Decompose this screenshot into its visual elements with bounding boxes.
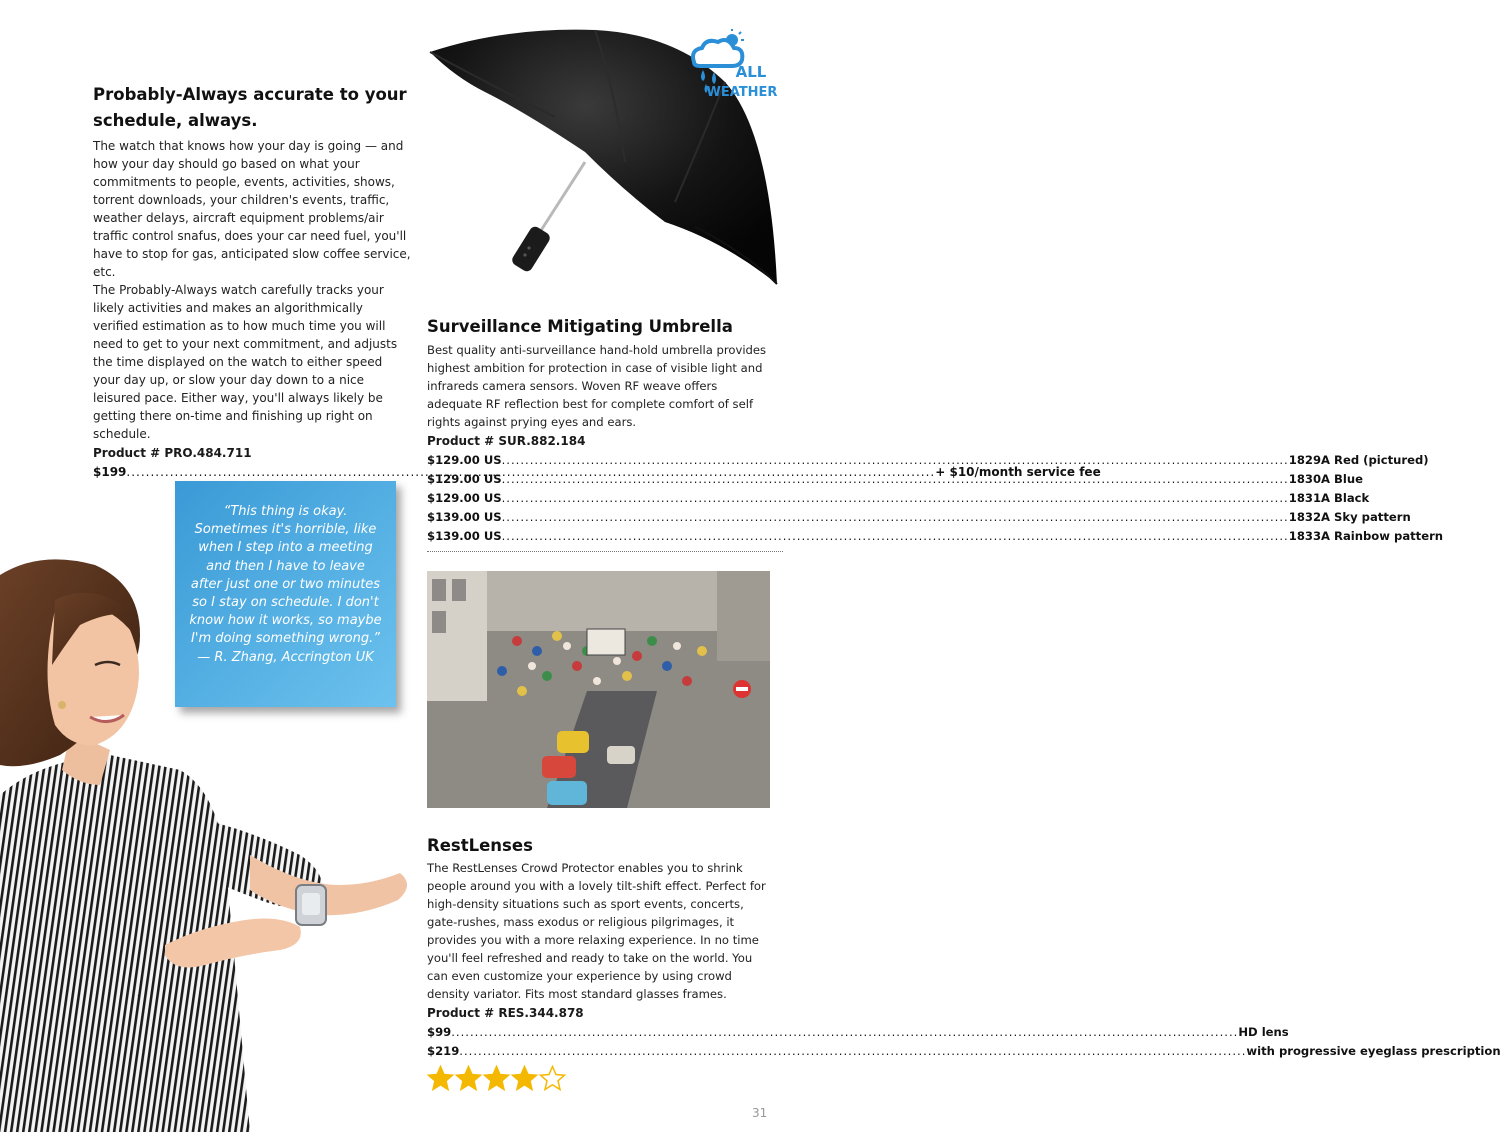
watch-description-2: The Probably-Always watch carefully tracks your likely activities and makes an algorithmically verified estimation as to how much time you will need to get to your next commitment, and adjusts the time displayed on the watch to either speed your day up, or slow your day down to a nice leisured pace. Either way, you'll always likely be getting there on-time and finishing up right on schedule. [93, 283, 398, 441]
umbrella-product-number: Product # SUR.882.184 [427, 434, 586, 448]
lenses-option-row [427, 1042, 1501, 1061]
variant-price: $129.00 US [427, 472, 502, 486]
leader-dots [502, 508, 1289, 527]
weather-cloud-icon [686, 28, 778, 108]
variant-label: 1829A Red (pictured) [1288, 453, 1429, 467]
star-filled-icon [427, 1065, 454, 1092]
leader-dots [459, 1042, 1246, 1061]
watch-description-1: The watch that knows how your day is going — and how your day should go based on what your commitments to people, events, activities, shows, torrent downloads, your children's events, traffic, weather delays, aircraft equipment problems/air traffic control snafus, does your car need fuel, you'll have to stop for gas, anticipated slow coffee service, etc. [93, 139, 411, 279]
lenses-product-number: Product # RES.344.878 [427, 1006, 584, 1020]
variant-label: 1833A Rainbow pattern [1288, 529, 1444, 543]
section-divider [427, 551, 783, 552]
watch-title: Probably-Always accurate to your schedule, always. [93, 85, 407, 130]
option-label: with progressive eyeglass prescription [1246, 1044, 1501, 1058]
quote-text: “This thing is okay. Sometimes it's horrible, like when I step into a meeting and then I have to leave after just one or two minutes so I stay on schedule. I don't know how it works, so maybe I'm doing something wrong.” [189, 504, 382, 647]
umbrella-variant-row [427, 489, 1370, 508]
variant-label: 1831A Black [1288, 491, 1370, 505]
umbrella-variant-row [427, 508, 1411, 527]
star-rating [427, 1065, 772, 1093]
quote-author: — R. Zhang, Accrington UK [197, 649, 374, 665]
badge-line1: ALL [735, 63, 767, 81]
variant-price: $129.00 US [427, 491, 502, 505]
leader-dots [502, 527, 1289, 546]
leader-dots [502, 489, 1289, 508]
leader-dots [451, 1023, 1238, 1042]
umbrella-description: Best quality anti-surveillance hand-hold umbrella provides highest ambition for protection in case of visible light and infrareds camera sensors. Woven RF weave offers adequate RF reflection best for complete comfort of self rights against prying eyes and ears. [427, 343, 767, 429]
option-price: $99 [427, 1025, 452, 1039]
star-empty-icon [539, 1065, 566, 1092]
variant-price: $129.00 US [427, 453, 502, 467]
star-filled-icon [511, 1065, 538, 1092]
umbrella-variant-row [427, 451, 1429, 470]
option-label: HD lens [1238, 1025, 1289, 1039]
variant-label: 1830A Blue [1288, 472, 1363, 486]
badge-line2: WEATHER [706, 85, 778, 100]
watch-price-note: + $10/month service fee [935, 465, 1101, 479]
variant-price: $139.00 US [427, 529, 502, 543]
variant-label: 1832A Sky pattern [1288, 510, 1411, 524]
lenses-option-row [427, 1023, 1289, 1042]
star-filled-icon [455, 1065, 482, 1092]
all-weather-badge [686, 28, 778, 108]
option-price: $219 [427, 1044, 460, 1058]
watch-product-number: Product # PRO.484.711 [93, 446, 252, 460]
crowd-tilt-shift-photo [427, 571, 770, 808]
page-number: 31 [752, 1106, 768, 1120]
lenses-section [427, 834, 1501, 1093]
testimonial-quote [175, 481, 396, 707]
variant-price: $139.00 US [427, 510, 502, 524]
lenses-description: The RestLenses Crowd Protector enables you to shrink people around you with a lovely tilt-shift effect. Perfect for high-density situations such as sport events, concerts, gate-rushes, mass exodus or religious pilgrimages, it provides you with a more relaxing experience. In no time you'll feel refreshed and ready to take on the world. You can even customize your experience by using crowd density variator. Fits most standard glasses frames. [427, 861, 766, 1001]
watch-price: $199 [93, 465, 127, 479]
star-filled-icon [483, 1065, 510, 1092]
umbrella-title: Surveillance Mitigating Umbrella [427, 317, 733, 336]
umbrella-variant-row [427, 527, 1444, 546]
leader-dots [502, 451, 1289, 470]
lenses-title: RestLenses [427, 836, 533, 855]
leader-dots [502, 470, 1289, 489]
